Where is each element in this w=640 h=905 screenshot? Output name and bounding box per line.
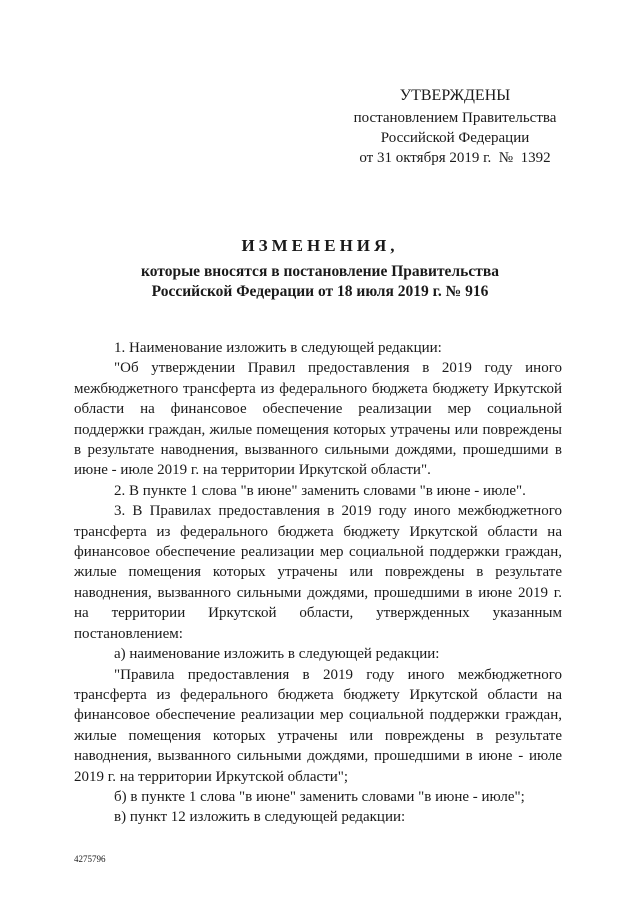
paragraph: 3. В Правилах предоставления в 2019 году иного межбюджетного трансферта из федерального бюджета бюджету Иркутской области на финансовое обеспечение реализации мер социальной поддержки граждан, жилые помещения которых утрачены или повреждены в результате наводнения, вызванного сильными дождями, прошедшими в июне 2019 г. на территории Иркутской области, утвержденных указанным постановлением: bbox=[74, 503, 562, 642]
document-title: ИЗМЕНЕНИЯ, bbox=[241, 236, 399, 255]
paragraph: 2. В пункте 1 слова "в июне" заменить словами "в июне - июле". bbox=[114, 482, 526, 499]
subtitle-line: Российской Федерации от 18 июля 2019 г. № 916 bbox=[151, 283, 489, 300]
approval-heading: УТВЕРЖДЕНЫ bbox=[399, 87, 511, 104]
paragraph: 1. Наименование изложить в следующей редакции: bbox=[114, 340, 442, 356]
approval-line: Российской Федерации bbox=[380, 130, 530, 146]
paragraph: "Об утверждении Правил предоставления в 2019 году иного межбюджетного трансферта из федерального бюджета бюджету Иркутской области на финансовое обеспечение реализации мер социальной поддержки граждан, жилые помещения которых утрачены или повреждены в результате наводнения, вызванного сильными дождями, прошедшими в июне - июле 2019 г. на территории Иркутской области". bbox=[74, 360, 562, 479]
paragraph: "Правила предоставления в 2019 году иного межбюджетного трансферта из федерального бюджета бюджету Иркутской области на финансовое обеспечение реализации мер социальной поддержки граждан, жилые помещения которых утрачены или повреждены в результате наводнения, вызванного сильными дождями, прошедшими в июне - июле 2019 г. на территории Иркутской области"; bbox=[74, 666, 562, 785]
approval-block bbox=[340, 86, 570, 168]
document-code: 4275796 bbox=[74, 854, 106, 864]
approval-line: постановлением Правительства bbox=[353, 110, 557, 126]
document-subtitle bbox=[0, 262, 640, 302]
document-body bbox=[74, 338, 562, 828]
paragraph: в) пункт 12 изложить в следующей редакции: bbox=[114, 809, 406, 826]
approval-date-number: от 31 октября 2019 г. № 1392 bbox=[359, 150, 551, 166]
paragraph: а) наименование изложить в следующей редакции: bbox=[114, 646, 440, 663]
paragraph: б) в пункте 1 слова "в июне" заменить словами "в июне - июле"; bbox=[114, 788, 525, 805]
subtitle-line: которые вносятся в постановление Правительства bbox=[141, 263, 499, 280]
